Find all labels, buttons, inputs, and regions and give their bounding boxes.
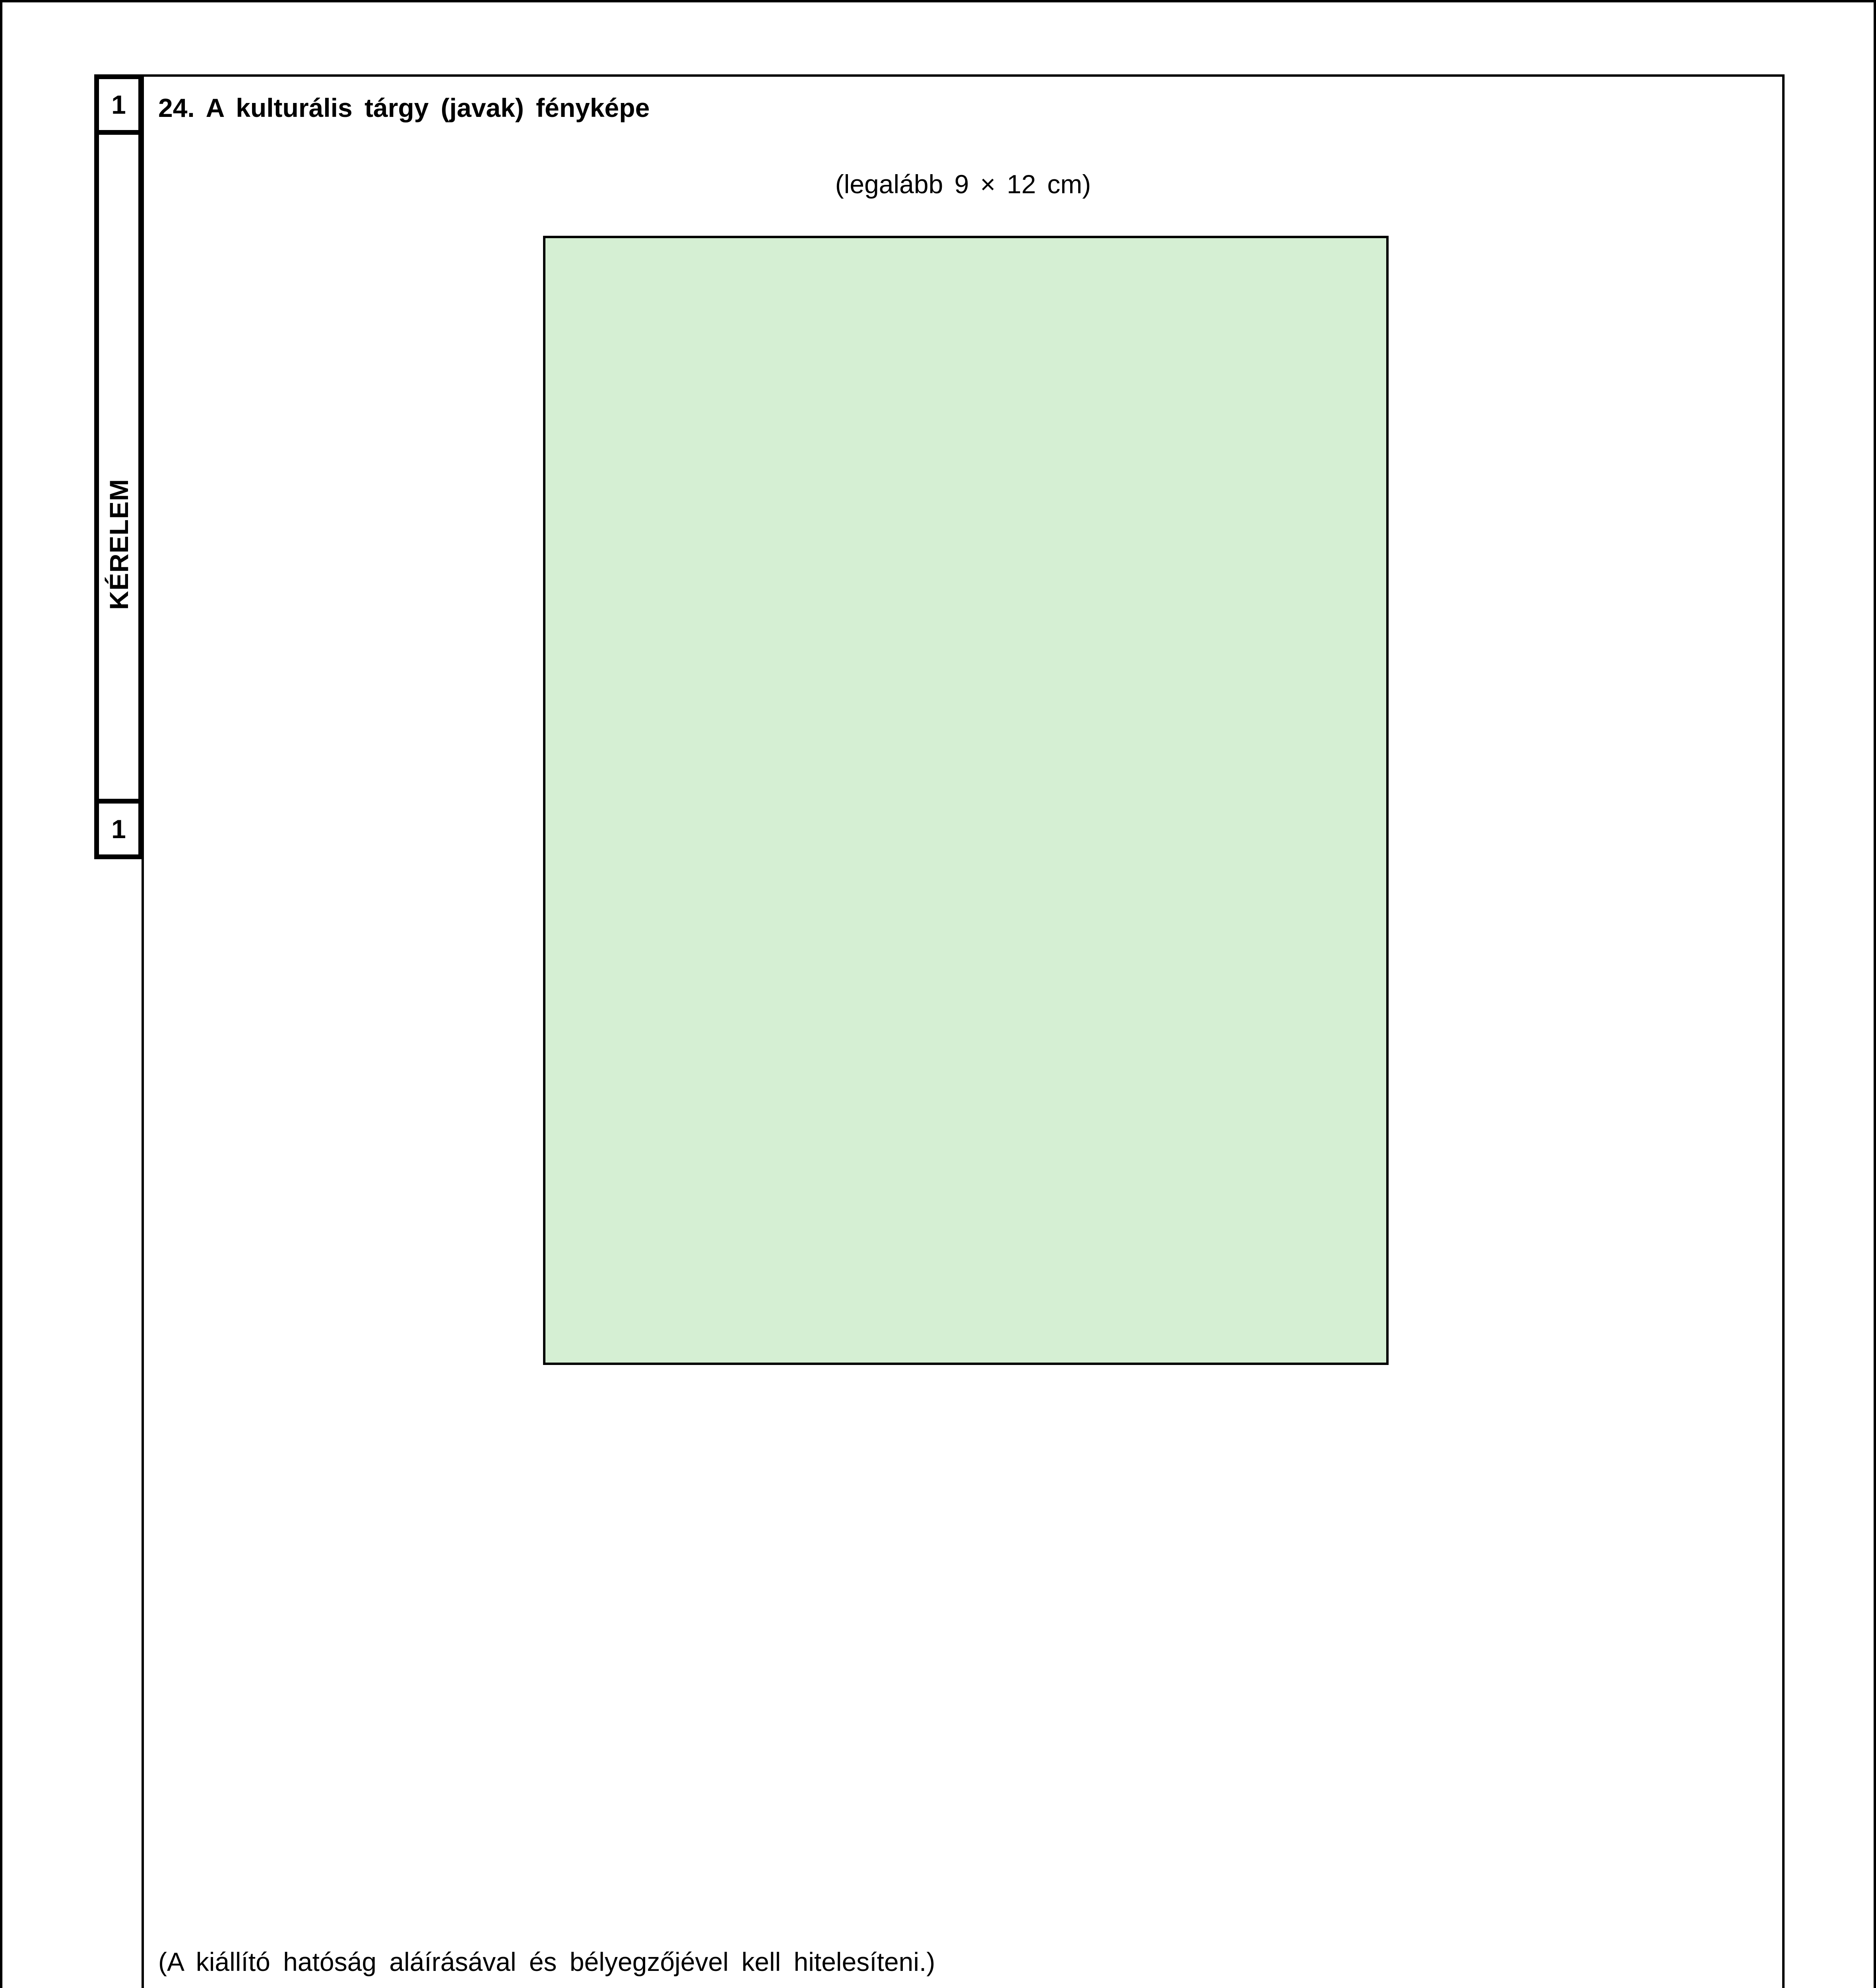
form-box (142, 74, 1785, 1988)
section-24-photo (144, 77, 1782, 1988)
side-tab-number-bottom: 1 (99, 799, 138, 854)
side-tab (94, 74, 143, 859)
section-24-heading: 24. A kulturális tárgy (javak) fényképe (158, 93, 650, 122)
side-tab-number-top: 1 (99, 79, 138, 135)
authentication-note: (A kiállító hatóság aláírásával és bélyegzőjével kell hitelesíteni.) (158, 1947, 935, 1976)
photo-area[interactable] (543, 236, 1389, 1365)
side-tab-label: KÉRELEM (104, 479, 134, 610)
photo-size-note: (legalább 9 × 12 cm) (835, 169, 1091, 199)
